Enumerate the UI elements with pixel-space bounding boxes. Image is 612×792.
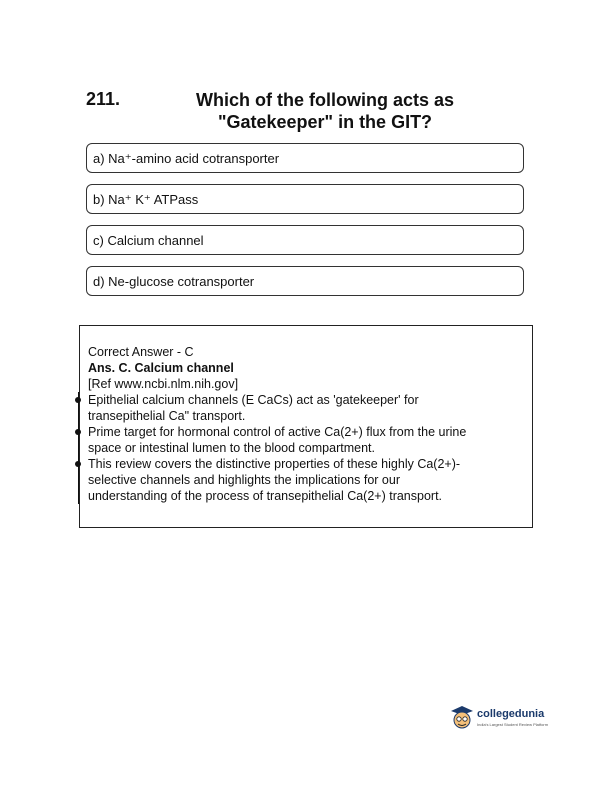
question-number: 211.	[86, 89, 121, 109]
bullet-2-line-1: Prime target for hormonal control of active Ca(2+) flux from the urine	[88, 425, 467, 439]
bullet-3-line-1: This review covers the distinctive properties of these highly Ca(2+)-	[88, 457, 461, 471]
bullet-bar	[78, 456, 79, 504]
correct-answer: Correct Answer - C	[88, 345, 194, 359]
answer-bullet-3	[88, 456, 528, 504]
question-line-1: Which of the following acts as	[195, 90, 454, 110]
answer-box	[79, 325, 533, 528]
option-a[interactable]: a) Na⁺-amino acid cotransporter	[86, 143, 524, 173]
answer-content	[88, 344, 528, 504]
option-d[interactable]: d) Ne-glucose cotransporter	[86, 266, 524, 296]
question-text	[170, 89, 480, 133]
mascot-icon	[450, 705, 474, 731]
answer-reference: [Ref www.ncbi.nlm.nih.gov]	[88, 377, 239, 391]
answer-bullet-2	[88, 424, 528, 456]
option-c[interactable]: c) Calcium channel	[86, 225, 524, 255]
answer-bullet-1	[88, 392, 528, 424]
answer-title: Ans. C. Calcium channel	[88, 361, 234, 375]
collegedunia-logo	[450, 705, 549, 733]
bullet-1-line-2: transepithelial Ca" transport.	[88, 409, 246, 423]
logo-name: collegedunia	[477, 708, 545, 720]
question-line-2: "Gatekeeper" in the GIT?	[217, 112, 433, 132]
bullet-2-line-2: space or intestinal lumen to the blood compartment.	[88, 441, 375, 455]
bullet-3-line-2: selective channels and highlights the implications for our	[88, 473, 400, 487]
logo-tagline: India's Largest Student Review Platform	[477, 722, 549, 727]
bullet-1-line-1: Epithelial calcium channels (E CaCs) act as 'gatekeeper' for	[88, 393, 419, 407]
option-b[interactable]: b) Na⁺ K⁺ ATPass	[86, 184, 524, 214]
bullet-3-line-3: understanding of the process of transepithelial Ca(2+) transport.	[88, 489, 443, 503]
bullet-bar	[78, 392, 79, 424]
bullet-bar	[78, 424, 79, 456]
